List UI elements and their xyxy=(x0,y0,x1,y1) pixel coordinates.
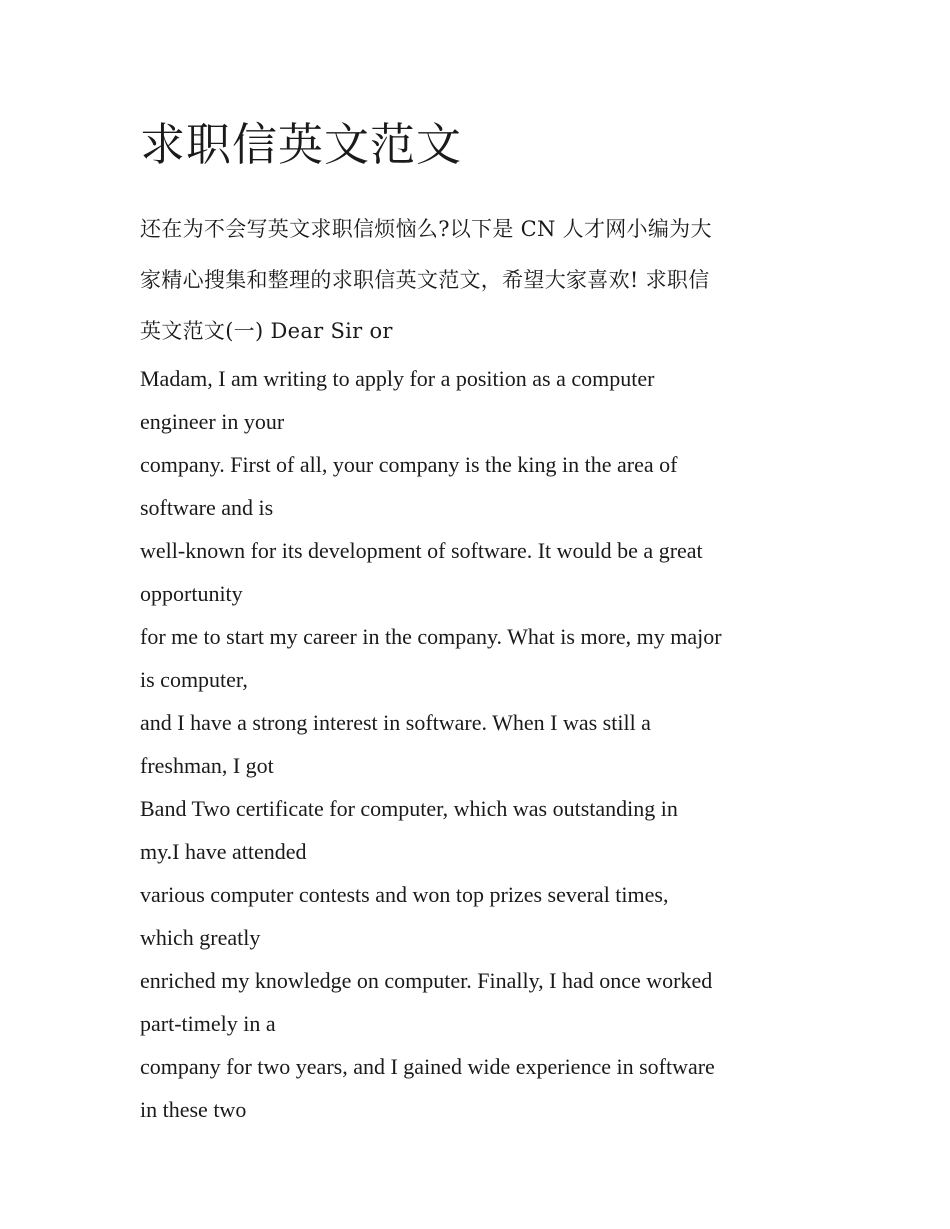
body-line: opportunity xyxy=(140,581,243,606)
document-title: 求职信英文范文 xyxy=(140,118,463,171)
body-line: in these two xyxy=(140,1097,247,1122)
body-line: which greatly xyxy=(140,925,261,950)
body-line: well-known for its development of software. It would be a great xyxy=(140,538,703,563)
body-line: enriched my knowledge on computer. Finally, I had once worked xyxy=(140,968,713,993)
body-line: various computer contests and won top prizes several times, xyxy=(140,882,669,907)
body-line: company. First of all, your company is the king in the area of xyxy=(140,452,678,477)
intro-line: 英文范文(一) Dear Sir or xyxy=(140,319,393,343)
letter-body xyxy=(140,357,820,1131)
body-line: engineer in your xyxy=(140,409,285,434)
body-line: company for two years, and I gained wide experience in software xyxy=(140,1054,715,1079)
body-line: is computer, xyxy=(140,667,248,692)
body-line: part-timely in a xyxy=(140,1011,276,1036)
body-line: Madam, I am writing to apply for a position as a computer xyxy=(140,366,655,391)
body-line: for me to start my career in the company. What is more, my major xyxy=(140,624,722,649)
document-page xyxy=(140,112,820,1131)
intro-line: 家精心搜集和整理的求职信英文范文，希望大家喜欢! 求职信 xyxy=(140,268,710,292)
body-line: and I have a strong interest in software. When I was still a xyxy=(140,710,651,735)
body-line: freshman, I got xyxy=(140,753,274,778)
body-line: my.I have attended xyxy=(140,839,307,864)
body-line: software and is xyxy=(140,495,274,520)
intro-paragraph xyxy=(140,204,820,357)
intro-line: 还在为不会写英文求职信烦恼么?以下是 CN 人才网小编为大 xyxy=(140,217,712,241)
body-line: Band Two certificate for computer, which was outstanding in xyxy=(140,796,678,821)
